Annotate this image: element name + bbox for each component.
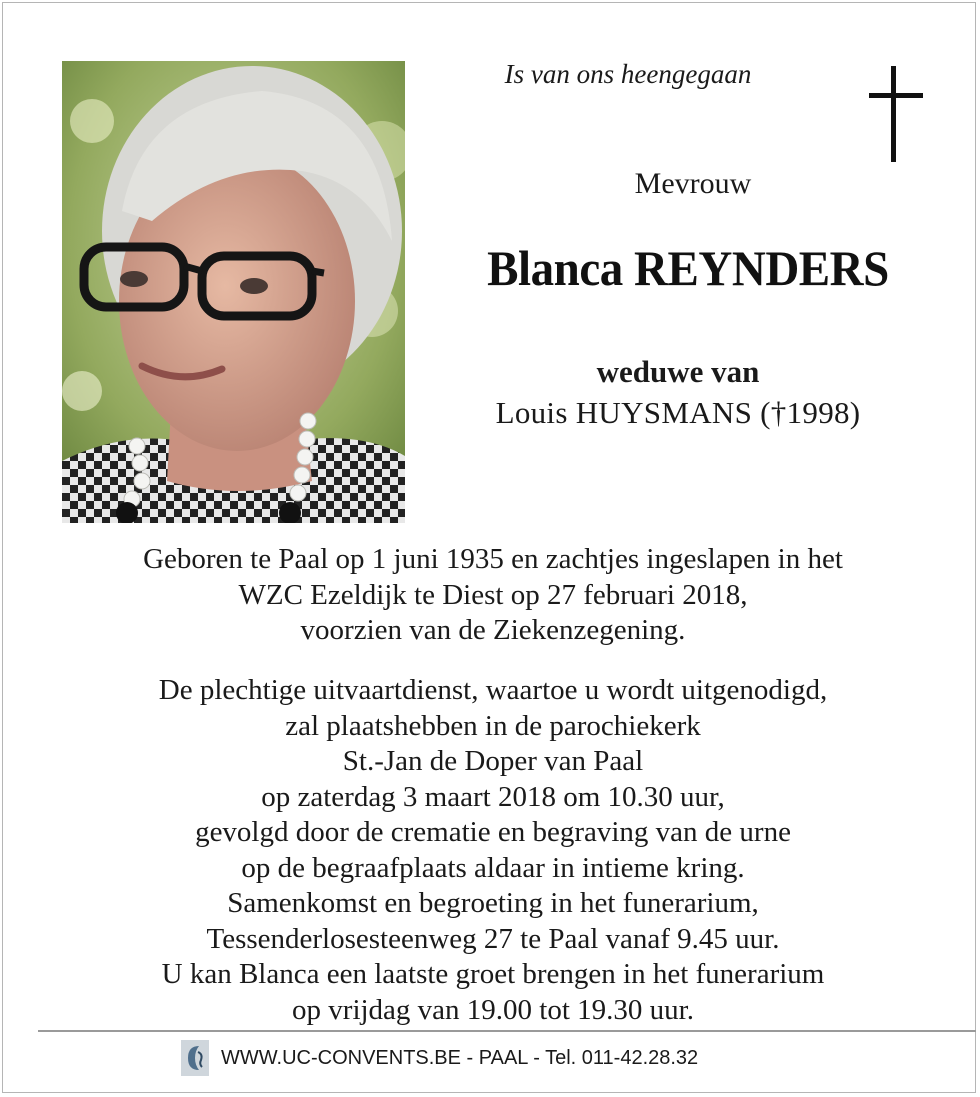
obituary-card xyxy=(2,2,976,1093)
service-paragraph xyxy=(23,673,963,1028)
text-line: op vrijdag van 19.00 tot 19.30 uur. xyxy=(292,993,694,1026)
intro-line: Is van ons heengegaan xyxy=(504,59,752,89)
text-line: Geboren te Paal op 1 juni 1935 en zachtjes ingeslapen in het xyxy=(143,543,843,575)
footer-contact: WWW.UC-CONVENTS.BE - PAAL - Tel. 011-42.28.32 xyxy=(221,1046,699,1069)
portrait-photo xyxy=(62,61,405,523)
text-line: St.-Jan de Doper van Paal xyxy=(342,745,644,777)
text-line: U kan Blanca een laatste groet brengen in het funerarium xyxy=(161,958,825,990)
text-line: zal plaatshebben in de parochiekerk xyxy=(285,709,701,742)
text-line: Samenkomst en begroeting in het funerarium, xyxy=(227,887,759,919)
footer xyxy=(181,1039,698,1077)
text-line: voorzien van de Ziekenzegening. xyxy=(300,614,686,646)
spouse-line: Louis HUYSMANS (†1998) xyxy=(495,395,861,430)
text-line: WZC Ezeldijk te Diest op 27 februari 2018, xyxy=(238,578,748,611)
widow-line: weduwe van xyxy=(596,354,760,389)
deceased-name: Blanca REYNDERS xyxy=(487,240,889,296)
footer-divider xyxy=(38,1030,976,1032)
text-line: op de begraafplaats aldaar in intieme kring. xyxy=(241,851,745,884)
text-line: Tessenderlosesteenweg 27 te Paal vanaf 9.45 uur. xyxy=(206,922,780,955)
funeral-home-logo-icon xyxy=(181,1040,209,1076)
text-line: De plechtige uitvaartdienst, waartoe u wordt uitgenodigd, xyxy=(158,674,828,706)
text-line: gevolgd door de crematie en begraving van de urne xyxy=(195,816,791,848)
latin-cross-icon xyxy=(866,66,926,162)
birth-death-paragraph xyxy=(23,542,963,649)
text-line: op zaterdag 3 maart 2018 om 10.30 uur, xyxy=(261,780,725,813)
honorific: Mevrouw xyxy=(634,167,752,200)
